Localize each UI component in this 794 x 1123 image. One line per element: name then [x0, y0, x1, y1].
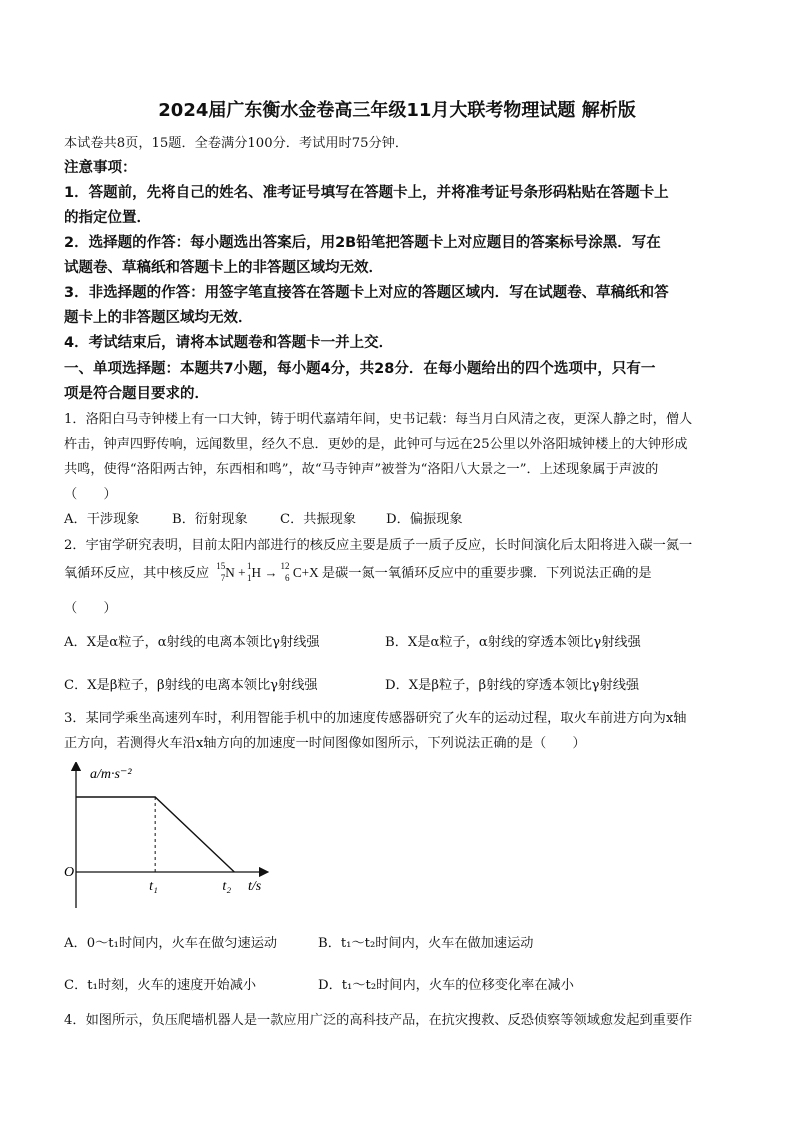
q2-text-post: 是碳一氮一氧循环反应中的重要步骤．下列说法正确的是 — [321, 566, 652, 581]
n-mass-number: 15 — [216, 560, 226, 571]
q2-text: 2．宇宙学研究表明，目前太阳内部进行的核反应主要是质子一质子反应，长时间演化后太阳将进入碳一氮一 — [64, 538, 693, 553]
notice-line: 的指定位置． — [64, 210, 151, 226]
q1-text: 1．洛阳白马寺钟楼上有一口大钟，铸于明代嘉靖年间，史书记载：每当月白风清之夜，更深人静之时，僧人 — [64, 412, 693, 427]
notice-heading: 注意事项： — [64, 160, 137, 176]
q1-text: 共鸣，使得“洛阳两古钟，东西相和鸣”，故“马寺钟声”被誉为“洛阳八大景之一”．上述现象属于声波的 — [64, 462, 659, 477]
q2-equation-line — [64, 562, 734, 584]
y-axis-label: a/m·s⁻² — [90, 767, 132, 782]
q1-option-c: C．共振现象 — [280, 512, 357, 527]
q1-option-a: A．干涉现象 — [64, 512, 140, 527]
h-symbol: H — [251, 565, 262, 580]
plus-sign: + — [238, 565, 246, 580]
notice-line: 3．非选择题的作答：用签字笔直接答在答题卡上对应的答题区域内．写在试题卷、草稿纸和答 — [64, 285, 669, 301]
q3-text: 3．某同学乘坐高速列车时，利用智能手机中的加速度传感器研究了火车的运动过程，取火车前进方向为x轴 — [64, 711, 687, 726]
notice-line: 2．选择题的作答：每小题选出答案后，用2B铅笔把答题卡上对应题目的答案标号涂黑．写在 — [64, 235, 661, 251]
c-atomic-number: 6 — [285, 572, 290, 583]
arrow-icon: → — [264, 565, 278, 580]
q3-option-a: A．0～t₁时间内，火车在做匀速运动 — [64, 936, 278, 951]
intro-line: 本试卷共8页，15题．全卷满分100分．考试用时75分钟． — [64, 136, 409, 151]
q2-paren: （ ） — [64, 601, 117, 616]
nuclear-equation — [213, 560, 322, 583]
section-heading: 一、单项选择题：本题共7小题，每小题4分，共28分．在每小题给出的四个选项中，只有一 — [64, 361, 656, 377]
q2-option-c: C．X是β粒子，β射线的电离本领比γ射线强 — [64, 678, 318, 693]
q4-text: 4．如图所示，负压爬墙机器人是一款应用广泛的高科技产品，在抗灾搜救、反恐侦察等领域愈发起到重要作 — [64, 1013, 693, 1028]
c-symbol: C — [292, 565, 302, 580]
q2-option-b: B．X是α粒子，α射线的穿透本领比γ射线强 — [385, 635, 641, 650]
q3-text: 正方向，若测得火车沿x轴方向的加速度一时间图像如图所示，下列说法正确的是（ ） — [64, 736, 586, 751]
q2-text-pre: 氧循环反应，其中核反应 — [64, 566, 210, 581]
q2-option-d: D．X是β粒子，β射线的穿透本领比γ射线强 — [385, 678, 640, 693]
q3-option-d: D．t₁～t₂时间内，火车的位移变化率在减小 — [318, 978, 574, 993]
origin-label: O — [64, 865, 75, 880]
page-title: 2024届广东衡水金卷高三年级11月大联考物理试题 解析版 — [158, 100, 636, 121]
notice-line: 4．考试结束后，请将本试题卷和答题卡一并上交． — [64, 335, 394, 351]
t2-tick-label: t₂ — [222, 879, 232, 894]
x-axis-label: t/s — [248, 879, 262, 894]
n-symbol: N — [225, 565, 235, 580]
eq-tail: +X — [301, 565, 319, 580]
q1-paren: （ ） — [64, 487, 117, 502]
t1-tick-label: t₁ — [149, 879, 158, 894]
notice-line: 题卡上的非答题区域均无效． — [64, 310, 253, 326]
acceleration-time-graph — [64, 762, 274, 912]
q1-option-d: D．偏振现象 — [386, 512, 463, 527]
h-atomic-number: 1 — [247, 572, 252, 583]
q3-option-c: C．t₁时刻，火车的速度开始减小 — [64, 978, 257, 993]
h-mass-number: 1 — [247, 560, 252, 571]
q1-text: 杵击，钟声四野传响，远闻数里，经久不息．更妙的是，此钟可与远在25公里以外洛阳城钟楼上的大钟形成 — [64, 437, 688, 452]
c-mass-number: 12 — [280, 560, 290, 571]
q3-option-b: B．t₁～t₂时间内，火车在做加速运动 — [318, 936, 534, 951]
section-heading: 项是符合题目要求的． — [64, 386, 209, 402]
notice-line: 1．答题前，先将自己的姓名、准考证号填写在答题卡上，并将准考证号条形码粘贴在答题卡上 — [64, 185, 669, 201]
n-atomic-number: 7 — [220, 572, 226, 583]
q1-option-b: B．衍射现象 — [172, 512, 248, 527]
notice-line: 试题卷、草稿纸和答题卡上的非答题区域均无效． — [64, 260, 383, 276]
q2-option-a: A．X是α粒子，α射线的电离本领比γ射线强 — [64, 635, 320, 650]
